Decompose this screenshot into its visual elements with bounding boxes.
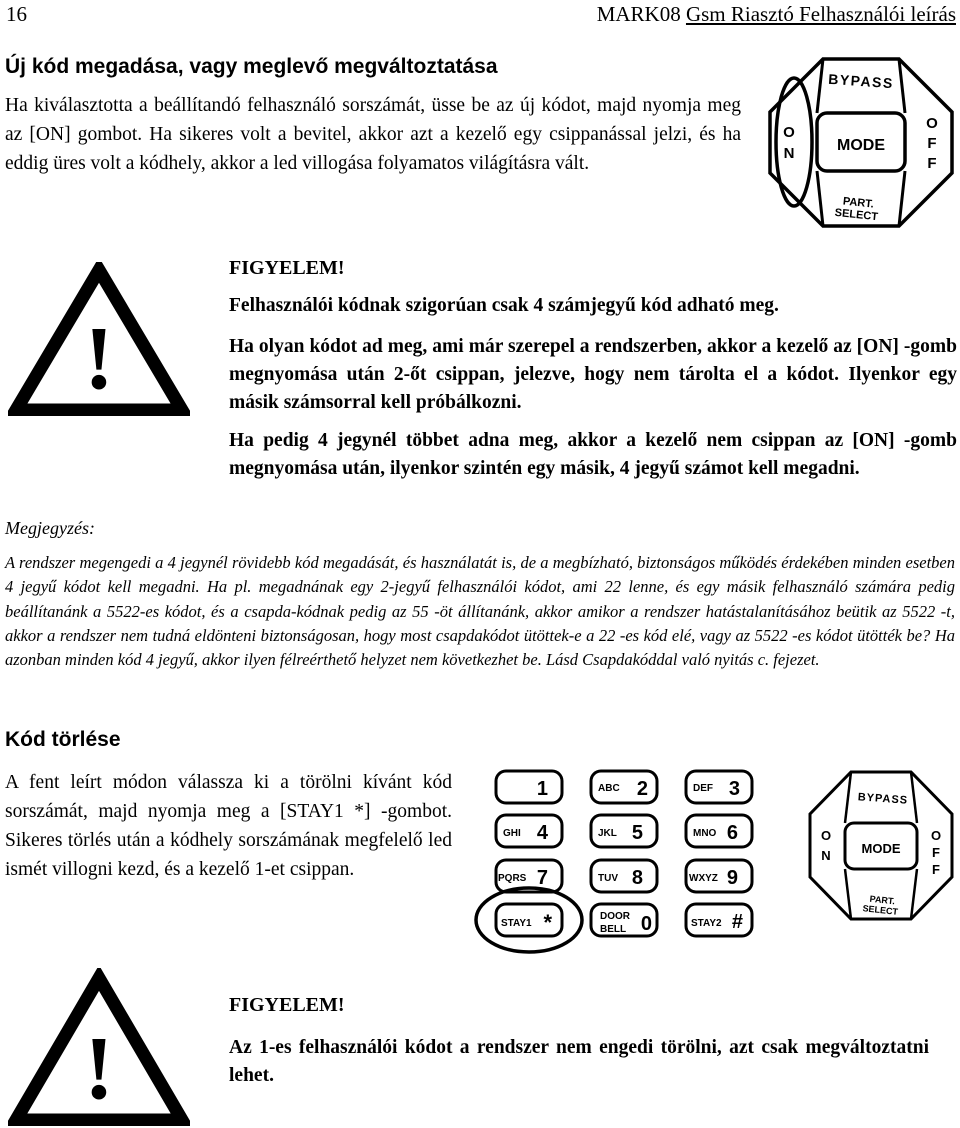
bypass-label: BYPASS: [827, 70, 895, 92]
svg-text:#: #: [731, 911, 743, 933]
running-header-prefix: MARK08: [596, 2, 686, 26]
svg-text:WXYZ: WXYZ: [689, 873, 718, 884]
on-key-highlight: [776, 78, 812, 206]
section-heading-new-code: Új kód megadása, vagy meglevő megváltoztatása: [5, 55, 498, 78]
select-label-small: SELECT: [862, 903, 899, 917]
svg-text:TUV: TUV: [598, 873, 618, 884]
svg-text:PQRS: PQRS: [498, 873, 527, 884]
on-label-small-o: O: [820, 828, 832, 843]
off-label-small-o: O: [930, 828, 942, 843]
note-label: Megjegyzés:: [5, 518, 95, 538]
section-paragraph-delete-code: A fent leírt módon válassza ki a törölni kívánt kód sorszámát, majd nyomja meg a [STAY1 *] -gombot. Sikeres törlés után a kódhely sorszámának megfelelő led ismét villogni kezd, és a kezelő 1-et csippan.: [5, 772, 452, 880]
on-label-small-n: N: [821, 848, 831, 863]
section-paragraph-new-code: Ha kiválasztotta a beállítandó felhasználó sorszámát, üsse be az új kódot, majd nyomja meg az [ON] gombot. Ha sikeres volt a bevitel, akkor azt a kezelő egy csippanással jelzi, és ha eddig üres volt a kódhely, akkor a led villogása folyamatos világításra vált.: [5, 95, 741, 174]
svg-text:9: 9: [726, 867, 738, 889]
svg-text:*: *: [543, 910, 552, 935]
part-label: PART.: [842, 195, 875, 211]
svg-text:MNO: MNO: [693, 828, 717, 839]
section-heading-delete-code: Kód törlése: [5, 728, 121, 751]
svg-text:STAY1: STAY1: [501, 918, 532, 929]
warning-triangle-icon: [8, 968, 190, 1126]
off-label-f1: F: [927, 135, 937, 152]
svg-text:ABC: ABC: [598, 783, 620, 794]
warning-paragraph-3: Ha pedig 4 jegynél többet adna meg, akkor a kezelő nem csippan az [ON] -gomb megnyomása után, ilyenkor szintén egy másik, 4 jegyű számot kell megadni.: [229, 430, 957, 479]
svg-text:8: 8: [631, 867, 643, 889]
warning-title-2: FIGYELEM!: [229, 994, 345, 1016]
warning-exclamation: !: [84, 1019, 114, 1118]
svg-text:STAY2: STAY2: [691, 918, 722, 929]
svg-text:BELL: BELL: [600, 924, 627, 935]
on-label-n: N: [783, 145, 795, 162]
off-label-small-f1: F: [932, 845, 940, 860]
running-header-link[interactable]: Gsm Riasztó Felhasználói leírás: [685, 2, 956, 26]
svg-text:DOOR: DOOR: [600, 911, 630, 922]
off-label-small-f2: F: [932, 862, 940, 877]
page-number: 16: [6, 2, 27, 26]
warning-2-text: Az 1-es felhasználói kódot a rendszer nem engedi törölni, azt csak megváltoztatni lehet.: [229, 1037, 929, 1086]
svg-text:1: 1: [536, 778, 548, 800]
mode-label: MODE: [837, 137, 885, 154]
svg-text:6: 6: [726, 822, 738, 844]
warning-line-1: Felhasználói kódnak szigorúan csak 4 számjegyű kód adható meg.: [229, 295, 779, 316]
on-label-o: O: [783, 124, 795, 141]
running-header: [597, 2, 956, 27]
select-label: SELECT: [834, 206, 879, 224]
mode-pad-diagram-small: [806, 768, 956, 923]
mode-label-small: MODE: [861, 841, 901, 856]
off-label-o: O: [926, 115, 938, 132]
svg-text:5: 5: [631, 822, 643, 844]
svg-text:2: 2: [636, 778, 648, 800]
warning-exclamation: !: [84, 309, 114, 408]
mode-pad-diagram: [766, 55, 956, 230]
svg-text:JKL: JKL: [598, 828, 617, 839]
note-body: A rendszer megengedi a 4 jegynél rövidebb kód megadását, és használatát is, de a megbízható, biztonságos működés érdekében minden esetben 4 jegyű kódot kell megadni. Ha pl. megadnának egy 2-jegyű felhasználói kódot, ami 22 lenne, és egy másik felhasználó számára pedig beállítanánk a 5522-es kódot, és a csapda-kódnak pedig az 55 -öt állítanánk, akkor amikor a rendszer hatástalanításához beütik az 5522 -t, akkor a rendszer nem tudná eldönteni biztonságosan, hogy most csapdakódot ütöttek-e a 22 -es kód elé, vagy az 5522 -es kódot ütötték be? Ha azonban minden kód 4 jegyű, akkor ilyen félreérthető helyzet nem következhet be. Lásd Csapdakóddal való nyitás c. fejezet.: [5, 553, 955, 670]
numeric-keypad-diagram: [470, 760, 770, 960]
svg-text:DEF: DEF: [693, 783, 713, 794]
svg-text:0: 0: [640, 913, 652, 935]
off-label-f2: F: [927, 155, 937, 172]
svg-text:4: 4: [536, 822, 548, 844]
bypass-label-small: BYPASS: [857, 791, 909, 807]
key-1: [496, 771, 562, 803]
warning-paragraph-2: Ha olyan kódot ad meg, ami már szerepel a rendszerben, akkor a kezelő az [ON] -gomb megnyomása után 2-őt csippan, jelezve, hogy nem tárolta el a kódot. Ilyenkor egy másik számsorral kell próbálkozni.: [229, 336, 957, 413]
svg-text:7: 7: [536, 867, 548, 889]
svg-text:GHI: GHI: [503, 828, 521, 839]
part-label-small: PART.: [869, 893, 896, 907]
warning-triangle-icon: [8, 262, 190, 416]
warning-title: FIGYELEM!: [229, 257, 345, 279]
svg-text:3: 3: [728, 778, 740, 800]
